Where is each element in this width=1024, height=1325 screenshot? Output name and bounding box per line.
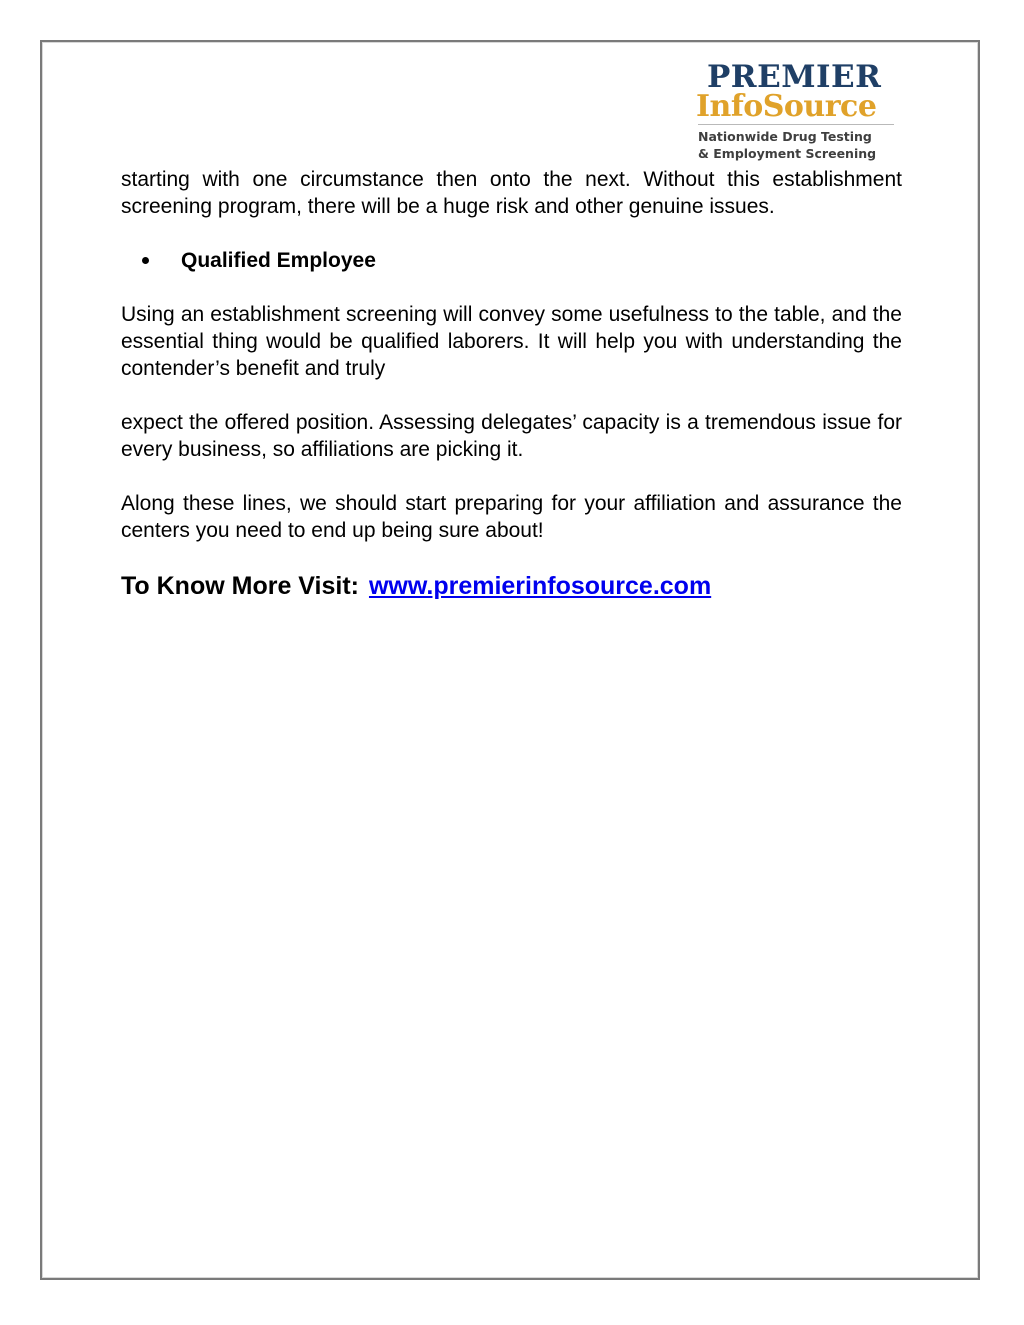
bullet-label: Qualified Employee xyxy=(181,249,376,272)
website-link[interactable]: www.premierinfosource.com xyxy=(368,572,712,600)
logo-tagline-line-2: & Employment Screening xyxy=(698,146,877,161)
document-body xyxy=(121,166,902,601)
bullet-item-qualified-employee xyxy=(121,247,902,274)
logo-divider xyxy=(698,124,894,125)
logo-tagline-line-1: Nationwide Drug Testing xyxy=(698,129,872,144)
logo-infosource-text: InfoSource xyxy=(696,89,877,124)
bullet-dot-icon xyxy=(142,257,149,264)
paragraph-conclusion: Along these lines, we should start preparing for your affiliation and assurance the centers you need to end up being sure about! xyxy=(121,492,902,542)
logo-premier-text: PREMIER xyxy=(707,59,882,95)
call-to-action xyxy=(121,571,902,601)
cta-label: To Know More Visit: xyxy=(121,572,359,600)
paragraph-screening-usefulness: Using an establishment screening will convey some usefulness to the table, and the essential thing would be qualified laborers. It will help you with understanding the contender’s benefit and truly xyxy=(121,303,902,380)
intro-paragraph: starting with one circumstance then onto the next. Without this establishment screening program, there will be a huge risk and other genuine issues. xyxy=(121,168,902,218)
bullet-list xyxy=(121,247,902,274)
paragraph-offered-position: expect the offered position. Assessing delegates’ capacity is a tremendous issue for every business, so affiliations are picking it. xyxy=(121,411,902,461)
premier-infosource-logo xyxy=(696,59,901,164)
